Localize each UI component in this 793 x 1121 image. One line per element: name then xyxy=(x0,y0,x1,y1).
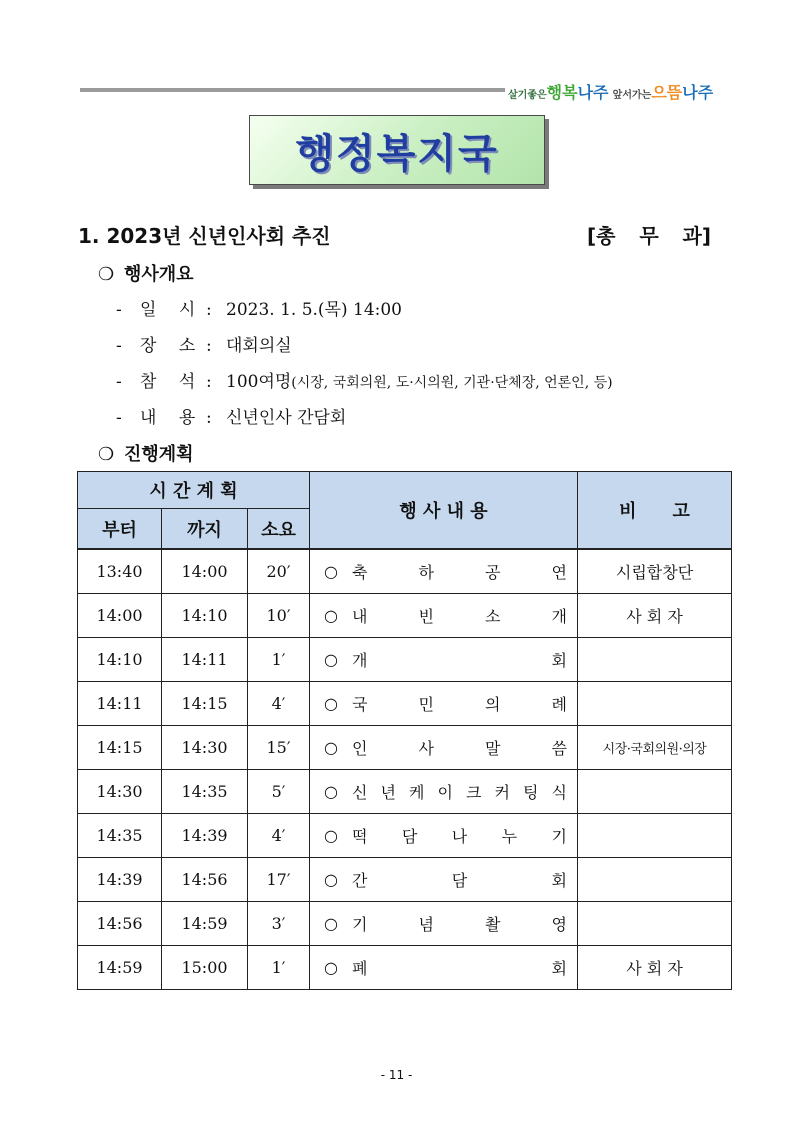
cell-event xyxy=(310,637,578,681)
slogan-naju-2: 나주 xyxy=(682,83,714,102)
table-row xyxy=(78,593,732,637)
cell-duration: 20′ xyxy=(248,549,310,593)
colon: : xyxy=(206,408,212,428)
cell-event xyxy=(310,725,578,769)
event-char: 축 xyxy=(352,562,368,582)
cell-note xyxy=(578,813,732,857)
event-char: 회 xyxy=(551,870,568,890)
event-char: 례 xyxy=(551,694,567,714)
slogan-happy: 행복 xyxy=(546,83,578,102)
header-from: 부터 xyxy=(78,509,162,550)
cell-duration: 1′ xyxy=(248,945,310,989)
event-char: 누 xyxy=(501,826,518,846)
cell-event xyxy=(310,857,578,901)
cell-from: 14:39 xyxy=(78,857,162,901)
event-char: 국 xyxy=(352,694,368,714)
detail-content xyxy=(116,403,346,428)
event-char: 년 xyxy=(380,782,396,802)
event-char: 크 xyxy=(466,782,482,802)
cell-to: 14:56 xyxy=(162,857,248,901)
cell-duration: 4′ xyxy=(248,681,310,725)
slogan-naju: 나주 xyxy=(577,83,609,102)
detail-date xyxy=(116,295,402,320)
event-name xyxy=(352,736,577,759)
table-row xyxy=(78,637,732,681)
header-event: 행 사 내 용 xyxy=(310,472,578,550)
cell-note: 사 회 자 xyxy=(578,593,732,637)
event-char: 민 xyxy=(418,694,434,714)
colon: : xyxy=(206,372,212,392)
dash: - xyxy=(116,372,122,392)
circle-bullet-icon: ○ xyxy=(324,957,338,977)
department-banner xyxy=(249,115,545,185)
cell-from: 14:15 xyxy=(78,725,162,769)
dash: - xyxy=(116,300,122,320)
header-rule xyxy=(80,88,505,92)
cell-note: 시장·국회의원·의장 xyxy=(578,725,732,769)
section-title: 1. 2023년 신년인사회 추진 xyxy=(78,224,331,248)
cell-to: 14:30 xyxy=(162,725,248,769)
event-char: 폐 xyxy=(352,958,368,978)
event-name xyxy=(352,868,577,891)
circle-bullet-icon: ○ xyxy=(324,869,338,889)
cell-note xyxy=(578,901,732,945)
event-name xyxy=(352,692,577,715)
cell-event xyxy=(310,945,578,989)
event-char: 기 xyxy=(551,826,567,846)
header-note: 비 고 xyxy=(578,472,732,550)
cell-duration: 1′ xyxy=(248,637,310,681)
cell-event xyxy=(310,769,578,813)
slogan-best: 으뜸 xyxy=(651,83,683,102)
circle-bullet-icon: ○ xyxy=(324,605,338,625)
detail-value: 신년인사 간담회 xyxy=(226,408,347,428)
event-char: 개 xyxy=(352,650,368,670)
event-name xyxy=(352,824,577,847)
colon: : xyxy=(206,336,212,356)
circle-bullet-icon: ○ xyxy=(324,781,338,801)
circle-bullet-icon: ○ xyxy=(324,649,338,669)
dash: - xyxy=(116,408,122,428)
cell-to: 14:10 xyxy=(162,593,248,637)
detail-value-note: (시장, 국회의원, 도·시의원, 기관·단체장, 언론인, 등) xyxy=(291,375,613,391)
city-slogan xyxy=(508,80,713,103)
table-row xyxy=(78,901,732,945)
table-row xyxy=(78,813,732,857)
circle-bullet-icon: ○ xyxy=(324,737,338,757)
detail-label: 내 용 xyxy=(140,408,196,428)
event-char: 씀 xyxy=(551,738,567,758)
cell-note xyxy=(578,637,732,681)
detail-attendees xyxy=(116,367,613,392)
plan-heading xyxy=(98,440,194,466)
header-to: 까지 xyxy=(162,509,248,550)
event-char: 인 xyxy=(352,738,368,758)
detail-label: 장 소 xyxy=(140,336,196,356)
cell-from: 13:40 xyxy=(78,549,162,593)
cell-event xyxy=(310,593,578,637)
cell-duration: 3′ xyxy=(248,901,310,945)
cell-to: 14:35 xyxy=(162,769,248,813)
overview-heading-text: 행사개요 xyxy=(124,264,194,285)
table-row xyxy=(78,549,732,593)
cell-from: 14:00 xyxy=(78,593,162,637)
event-char: 케 xyxy=(409,782,425,802)
event-char: 내 xyxy=(352,606,368,626)
event-char: 영 xyxy=(551,914,567,934)
cell-from: 14:10 xyxy=(78,637,162,681)
event-char: 이 xyxy=(437,782,453,802)
slogan-middle: 앞서가는 xyxy=(612,90,652,101)
table-row xyxy=(78,857,732,901)
event-char: 기 xyxy=(352,914,368,934)
event-char: 공 xyxy=(485,562,501,582)
overview-heading xyxy=(98,260,194,286)
cell-duration: 15′ xyxy=(248,725,310,769)
event-char: 떡 xyxy=(352,826,368,846)
cell-to: 14:59 xyxy=(162,901,248,945)
department-char: 과] xyxy=(682,224,711,248)
event-char: 담 xyxy=(401,826,418,846)
cell-event xyxy=(310,901,578,945)
section-department xyxy=(587,220,711,249)
department-char: [총 xyxy=(587,224,616,248)
cell-duration: 4′ xyxy=(248,813,310,857)
event-char: 팅 xyxy=(523,782,539,802)
event-char: 나 xyxy=(451,826,468,846)
plan-heading-text: 진행계획 xyxy=(124,444,194,465)
cell-from: 14:30 xyxy=(78,769,162,813)
event-char: 회 xyxy=(551,958,568,978)
dash: - xyxy=(116,336,122,356)
detail-label: 참 석 xyxy=(140,372,196,392)
cell-note: 사 회 자 xyxy=(578,945,732,989)
cell-to: 14:00 xyxy=(162,549,248,593)
cell-event xyxy=(310,813,578,857)
slogan-prefix: 살기좋은 xyxy=(508,90,547,101)
department-title: 행정복지국 xyxy=(295,130,499,177)
cell-from: 14:11 xyxy=(78,681,162,725)
header-time-plan: 시 간 계 획 xyxy=(78,472,310,509)
event-char: 개 xyxy=(551,606,567,626)
event-name xyxy=(352,956,577,979)
cell-event xyxy=(310,549,578,593)
circle-bullet-icon: ○ xyxy=(324,913,338,933)
cell-to: 14:39 xyxy=(162,813,248,857)
event-char: 식 xyxy=(551,782,567,802)
event-char: 연 xyxy=(551,562,567,582)
table-row xyxy=(78,945,732,989)
event-name xyxy=(352,648,577,671)
event-name xyxy=(352,780,577,803)
table-row xyxy=(78,769,732,813)
event-char: 사 xyxy=(418,738,434,758)
cell-to: 15:00 xyxy=(162,945,248,989)
cell-note: 시립합창단 xyxy=(578,549,732,593)
cell-duration: 17′ xyxy=(248,857,310,901)
page-number: - 11 - xyxy=(380,1068,413,1082)
event-char: 간 xyxy=(352,870,368,890)
event-name xyxy=(352,912,577,935)
table-row xyxy=(78,681,732,725)
department-char: 무 xyxy=(639,224,659,248)
event-char: 념 xyxy=(418,914,434,934)
event-name xyxy=(352,560,577,583)
colon: : xyxy=(206,300,212,320)
header-duration: 소요 xyxy=(248,509,310,550)
event-char: 소 xyxy=(485,606,501,626)
event-char: 빈 xyxy=(418,606,434,626)
schedule-table xyxy=(77,471,732,990)
cell-from: 14:59 xyxy=(78,945,162,989)
cell-note xyxy=(578,857,732,901)
cell-note xyxy=(578,769,732,813)
circle-bullet-icon: ❍ xyxy=(98,264,115,285)
table-row xyxy=(78,725,732,769)
cell-to: 14:11 xyxy=(162,637,248,681)
circle-bullet-icon: ○ xyxy=(324,825,338,845)
event-char: 회 xyxy=(551,650,568,670)
circle-bullet-icon: ❍ xyxy=(98,444,115,465)
event-char: 하 xyxy=(418,562,434,582)
detail-place xyxy=(116,331,292,356)
cell-event xyxy=(310,681,578,725)
cell-from: 14:35 xyxy=(78,813,162,857)
circle-bullet-icon: ○ xyxy=(324,693,338,713)
cell-note xyxy=(578,681,732,725)
detail-label: 일 시 xyxy=(140,300,196,320)
detail-value: 2023. 1. 5.(목) 14:00 xyxy=(226,300,402,320)
event-char: 커 xyxy=(494,782,510,802)
event-char: 의 xyxy=(485,694,501,714)
schedule-body xyxy=(78,549,732,989)
event-char: 담 xyxy=(451,870,468,890)
event-char: 신 xyxy=(352,782,368,802)
event-char: 말 xyxy=(485,738,501,758)
cell-duration: 5′ xyxy=(248,769,310,813)
circle-bullet-icon: ○ xyxy=(324,561,338,581)
cell-from: 14:56 xyxy=(78,901,162,945)
detail-value: 100여명 xyxy=(226,372,292,392)
cell-duration: 10′ xyxy=(248,593,310,637)
detail-value: 대회의실 xyxy=(226,336,292,356)
event-name xyxy=(352,604,577,627)
cell-to: 14:15 xyxy=(162,681,248,725)
event-char: 촬 xyxy=(485,914,501,934)
